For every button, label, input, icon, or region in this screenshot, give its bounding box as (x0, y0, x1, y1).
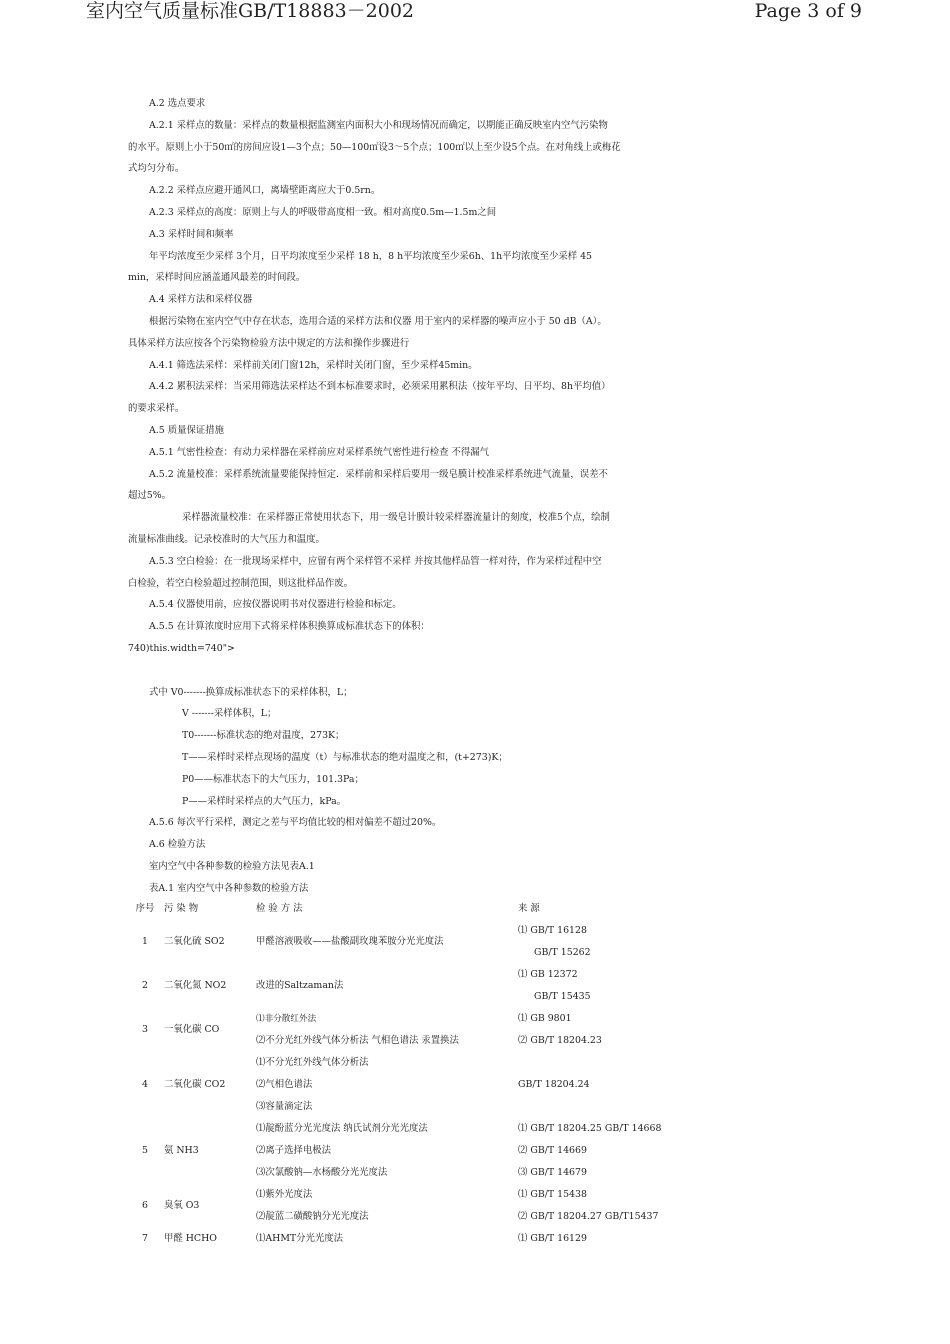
table-row (128, 1184, 718, 1228)
method-line: 甲醛溶液吸收——盐酸副玫瑰苯胺分光光度法 (256, 936, 444, 947)
paragraph-line: A.5.5 在计算浓度时应用下式将采样体积换算成标准状态下的体积： (149, 621, 430, 633)
paragraph-line: 白检验，若空白检验超过控制范围，则这批样品作废。 (128, 577, 354, 589)
source-line: ⑴ GB/T 18204.25 GB/T 14668 (518, 1123, 662, 1134)
paragraph-line: A.5.4 仪器使用前，应按仪器说明书对仪器进行检验和标定。 (149, 599, 402, 611)
source-line: GB/T 15435 (534, 991, 591, 1002)
table-caption: 表A.1 室内空气中各种参数的检验方法 (149, 882, 309, 894)
table-header-row (128, 898, 718, 920)
row-method (256, 1008, 518, 1052)
method-line: ⑵不分光红外线气体分析法 气相色谱法 汞置换法 (256, 1035, 459, 1046)
paragraph-line: A.4.2 累积法采样：当采用筛选法采样达不到本标准要求时，必须采用累积法（按年平均、日平均、8h平均值） (149, 381, 611, 393)
row-source (518, 1118, 718, 1184)
symbol-definition: P0——标准状态下的大气压力，101.3Pa； (182, 773, 364, 785)
source-line: ⑴ GB 9801 (518, 1013, 572, 1024)
symbol-definition: V -------采样体积，L； (182, 708, 277, 720)
row-pollutant: 臭氧 O3 (164, 1200, 200, 1211)
row-source (518, 1052, 718, 1118)
source-line: GB/T 18204.24 (518, 1079, 590, 1090)
row-pollutant: 氨 NH3 (164, 1145, 199, 1156)
row-number: 7 (142, 1233, 148, 1244)
method-line: ⑵气相色谱法 (256, 1079, 313, 1090)
source-line: GB/T 15262 (534, 947, 591, 958)
source-line: ⑴ GB/T 15438 (518, 1189, 587, 1200)
document-title: 室内空气质量标准GB/T18883－2002 (86, 0, 415, 22)
paragraph-line: A.4.1 筛选法采样：采样前关闭门窗12h，采样时关闭门窗，至少采样45min。 (149, 359, 478, 371)
methods-table (128, 898, 718, 1250)
symbol-definition: T——采样时采样点现场的温度（t）与标准状态的绝对温度之和，(t+273)K； (182, 751, 508, 763)
method-line: ⑴靛酚蓝分光光度法 纳氏试剂分光光度法 (256, 1123, 428, 1134)
method-line: ⑶容量滴定法 (256, 1101, 313, 1112)
method-line: ⑴不分光红外线气体分析法 (256, 1057, 369, 1068)
section-heading: A.5 质量保证措施 (149, 424, 224, 436)
row-pollutant: 二氧化硫 SO2 (164, 936, 225, 947)
row-pollutant: 二氧化碳 CO2 (164, 1079, 226, 1090)
row-pollutant: 甲醛 HCHO (164, 1233, 217, 1244)
formula-image-gap (128, 660, 688, 682)
section-heading: A.3 采样时间和频率 (149, 228, 234, 240)
header-cell-source: 来 源 (518, 903, 540, 914)
source-line: ⑶ GB/T 14679 (518, 1167, 587, 1178)
paragraph-line: 流量标准曲线。记录校准时的大气压力和温度。 (128, 533, 325, 545)
row-number: 2 (142, 980, 148, 991)
row-method (256, 964, 518, 1008)
method-line: ⑴AHMT分光光度法 (256, 1233, 344, 1244)
source-line: ⑴ GB/T 16128 (518, 925, 587, 936)
method-line: ⑴非分散红外法 (256, 1014, 317, 1024)
paragraph-line: 根据污染物在室内空气中存在状态，选用合适的采样方法和仪器 用于室内的采样器的噪声应小于 50 dB（A）。 (149, 315, 607, 327)
symbol-definition: P——采样时采样点的大气压力，kPa。 (182, 795, 347, 807)
paragraph-line: min，采样时间应涵盖通风最差的时间段。 (128, 272, 306, 284)
method-line: ⑶次氯酸钠—水杨酸分光光度法 (256, 1167, 388, 1178)
broken-image-code: 740)this.width=740"> (128, 642, 235, 654)
paragraph-line: 式均匀分布。 (128, 163, 185, 175)
paragraph-line: 超过5%。 (128, 490, 171, 502)
row-pollutant: 二氧化氮 NO2 (164, 980, 227, 991)
header-cell-number: 序号 (135, 903, 155, 914)
symbol-definition: 式中 V0-------换算成标准状态下的采样体积，L； (149, 686, 353, 698)
row-number: 6 (142, 1200, 148, 1211)
paragraph-line: A.2.1 采样点的数量：采样点的数量根据监测室内面积大小和现场情况而确定，以期能正确反映室内空气污染物 (149, 119, 608, 131)
row-source (518, 1008, 718, 1052)
paragraph-line: A.2.3 采样点的高度：原则上与人的呼吸带高度相一致。相对高度0.5m—1.5m之间 (149, 206, 497, 218)
row-number: 1 (142, 936, 148, 947)
symbol-definition: T0-------标准状态的绝对温度，273K； (182, 730, 345, 742)
paragraph-line: A.5.6 每次平行采样，测定之差与平均值比较的相对偏差不超过20%。 (149, 817, 442, 829)
paragraph-line: 室内空气中各种参数的检验方法见表A.1 (149, 860, 315, 872)
source-line: ⑵ GB/T 14669 (518, 1145, 587, 1156)
table-row (128, 1118, 718, 1184)
row-pollutant: 一氧化碳 CO (164, 1024, 220, 1035)
paragraph-line: A.5.1 气密性检查：有动力采样器在采样前应对采样系统气密性进行检查 不得漏气 (149, 446, 489, 458)
page-number: Page 3 of 9 (754, 0, 862, 22)
row-method (256, 1228, 518, 1250)
paragraph-line: 的水平。原则上小于50㎡的房间应设1—3个点；50—100㎡设3～5个点；100㎡以上至少设5个点。在对角线上或梅花 (128, 141, 621, 153)
row-method (256, 920, 518, 964)
method-line: ⑴紫外光度法 (256, 1189, 313, 1200)
table-row (128, 964, 718, 1008)
row-number: 3 (142, 1024, 148, 1035)
paragraph-line: A.5.3 空白检验：在一批现场采样中，应留有两个采样管不采样 并按其他样品管一样对待，作为采样过程中空 (149, 555, 602, 567)
header-cell-method: 检 验 方 法 (256, 903, 303, 914)
document-body (128, 93, 688, 899)
row-method (256, 1118, 518, 1184)
row-source (518, 1228, 718, 1250)
section-heading: A.2 选点要求 (149, 98, 206, 109)
header-cell-pollutant: 污 染 物 (164, 903, 199, 914)
source-line: ⑵ GB/T 18204.27 GB/T15437 (518, 1211, 659, 1222)
paragraph-line: 采样器流量校准：在采样器正常使用状态下，用一级皂计膜计较采样器流量计的刻度，校准5个点，绘制 (182, 512, 610, 524)
section-heading: A.6 检验方法 (149, 839, 206, 851)
row-source (518, 920, 718, 964)
table-row (128, 1008, 718, 1052)
method-line: 改进的Saltzaman法 (256, 980, 344, 991)
section-heading: A.4 采样方法和采样仪器 (149, 294, 253, 306)
paragraph-line: 年平均浓度至少采样 3个月，日平均浓度至少采样 18 h，8 h平均浓度至少采6h、1h平均浓度至少采样 45 (149, 250, 593, 262)
paragraph-line: A.2.2 采样点应避开通风口，离墙壁距离应大于0.5rn。 (149, 185, 381, 197)
paragraph-line: 具体采样方法应按各个污染物检验方法中规定的方法和操作步骤进行 (128, 337, 410, 349)
source-line: ⑴ GB/T 16129 (518, 1233, 587, 1244)
source-line: ⑵ GB/T 18204.23 (518, 1035, 602, 1046)
method-line: ⑵靛蓝二磺酸钠分光光度法 (256, 1211, 369, 1222)
table-row (128, 920, 718, 964)
row-method (256, 1052, 518, 1118)
table-row (128, 1228, 718, 1250)
method-line: ⑵离子选择电极法 (256, 1145, 332, 1156)
row-number: 4 (142, 1079, 148, 1090)
row-method (256, 1184, 518, 1228)
row-source (518, 964, 718, 1008)
table-row (128, 1052, 718, 1118)
source-line: ⑴ GB 12372 (518, 969, 578, 980)
paragraph-line: A.5.2 流量校准：采样系统流量要能保持恒定．采样前和采样后要用一级皂膜计校准采样系统进气流量，误差不 (149, 468, 608, 480)
paragraph-line: 的要求采样。 (128, 403, 185, 415)
row-source (518, 1184, 718, 1228)
row-number: 5 (142, 1145, 148, 1156)
